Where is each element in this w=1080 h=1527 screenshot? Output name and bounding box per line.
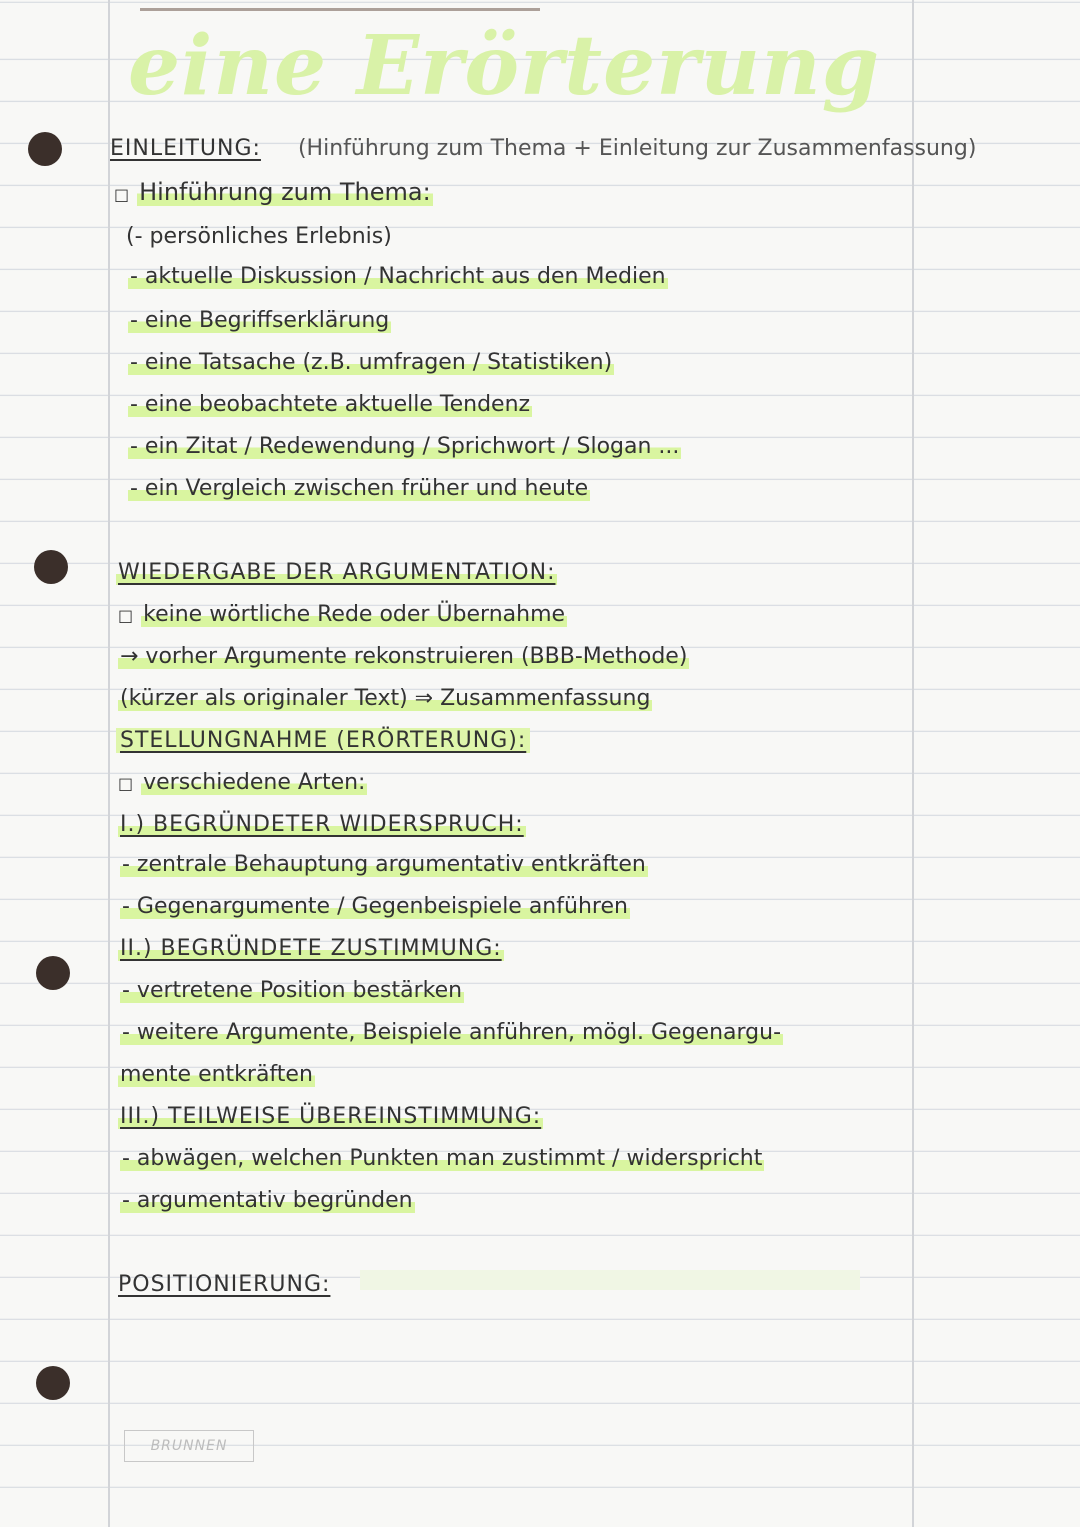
list-item: - eine beobachtete aktuelle Tendenz <box>130 392 531 417</box>
box-bullet-icon: □ <box>118 774 134 793</box>
section-2-line-2: - weitere Argumente, Beispiele anführen, mögl. Gegenargu- <box>122 1020 782 1045</box>
section-3-line-1: - abwägen, welchen Punkten man zustimmt / widerspricht <box>122 1146 763 1171</box>
punch-hole-1 <box>28 132 62 166</box>
box-bullet-icon: □ <box>118 606 134 625</box>
left-margin-line <box>108 0 110 1527</box>
top-rule <box>140 8 540 11</box>
section-2-line-3: mente entkräften <box>120 1062 313 1087</box>
punch-hole-4 <box>36 1366 70 1400</box>
list-item: - eine Begriffserklärung <box>130 308 390 333</box>
page-title: eine Erörterung <box>128 18 881 114</box>
einleitung-heading: EINLEITUNG: <box>110 136 261 161</box>
section-heading-2: II.) BEGRÜNDETE ZUSTIMMUNG: <box>120 936 502 961</box>
einleitung-note: (Hinführung zum Thema + Einleitung zur Zusammenfassung) <box>297 136 977 161</box>
list-item: (- persönliches Erlebnis) <box>126 224 392 249</box>
list-item: - eine Tatsache (z.B. umfragen / Statistiken) <box>130 350 613 375</box>
einleitung-sub-heading: Hinführung zum Thema: <box>139 178 431 206</box>
faint-highlight-stroke <box>360 1270 860 1290</box>
box-bullet-icon: □ <box>114 185 130 204</box>
wiedergabe-line-1: □ keine wörtliche Rede oder Übernahme <box>118 602 566 627</box>
list-item: - ein Vergleich zwischen früher und heute <box>130 476 589 501</box>
wiedergabe-line-2: → vorher Argumente rekonstruieren (BBB-Methode) <box>120 644 688 669</box>
section-3-line-2: - argumentativ begründen <box>122 1188 413 1213</box>
stellungnahme-heading: STELLUNGNAHME (ERÖRTERUNG): <box>116 728 530 753</box>
punch-hole-2 <box>34 550 68 584</box>
punch-hole-3 <box>36 956 70 990</box>
wiedergabe-heading: WIEDERGABE DER ARGUMENTATION: <box>118 560 556 585</box>
einleitung-block <box>110 136 976 161</box>
section-2-line-1: - vertretene Position bestärken <box>122 978 463 1003</box>
right-margin-line <box>912 0 914 1527</box>
section-1-line-1: - zentrale Behauptung argumentativ entkräften <box>122 852 646 877</box>
positionierung-heading: POSITIONIERUNG: <box>118 1272 331 1297</box>
stellungnahme-intro: □ verschiedene Arten: <box>118 770 366 795</box>
section-heading-3: III.) TEILWEISE ÜBEREINSTIMMUNG: <box>120 1104 542 1129</box>
list-item: - ein Zitat / Redewendung / Sprichwort / Slogan ... <box>130 434 680 459</box>
einleitung-sub-heading-line <box>114 178 433 206</box>
wiedergabe-line-3: (kürzer als originaler Text) ⇒ Zusammenfassung <box>120 686 651 711</box>
brand-stamp: BRUNNEN <box>124 1430 254 1462</box>
list-item: - aktuelle Diskussion / Nachricht aus den Medien <box>130 264 666 289</box>
section-heading-1: I.) BEGRÜNDETER WIDERSPRUCH: <box>120 812 524 837</box>
section-1-line-2: - Gegenargumente / Gegenbeispiele anführen <box>122 894 628 919</box>
